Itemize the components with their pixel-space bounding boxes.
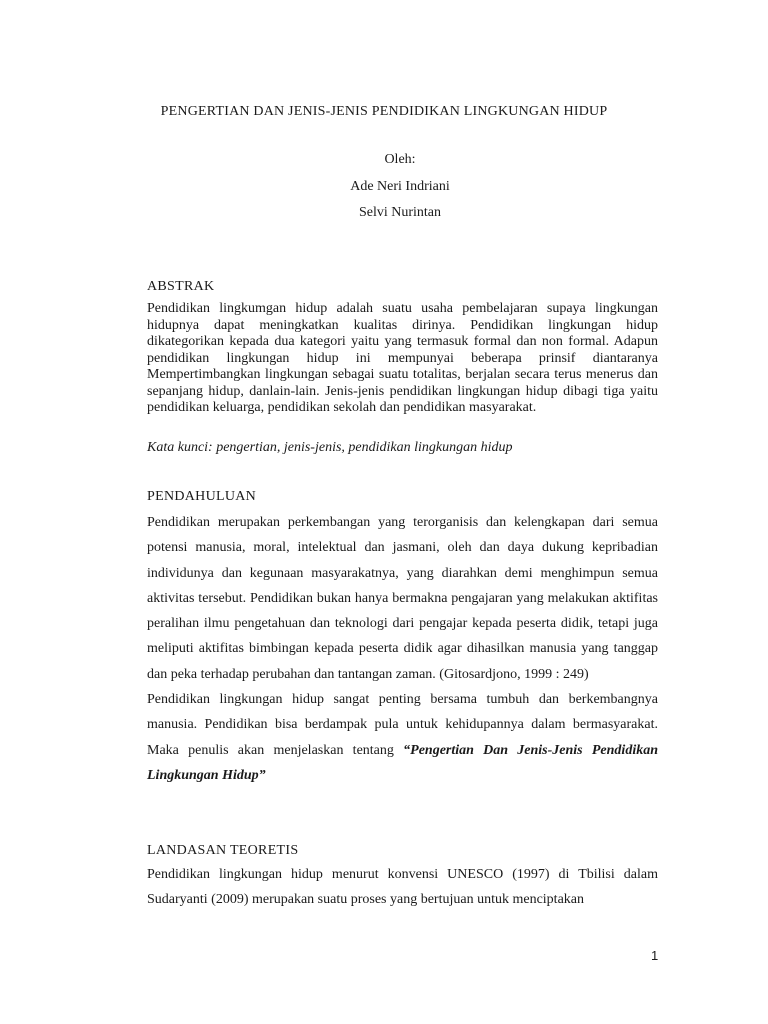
theory-paragraph: Pendidikan lingkungan hidup menurut konvensi UNESCO (1997) di Tbilisi dalam Sudaryanti (2009) merupakan suatu proses yang bertujuan untuk menciptakan [147, 867, 658, 908]
byline-label: Oleh: [384, 152, 416, 167]
author-name: Selvi Nurintan [358, 205, 442, 220]
introduction-body [147, 510, 658, 788]
theory-heading: LANDASAN TEORETIS [147, 843, 299, 858]
introduction-paragraph: Pendidikan merupakan perkembangan yang terorganisis dan kelengkapan dari semua potensi manusia, moral, intelektual dan jasmani, oleh dan daya dukung kepribadian individunya dan kegunaan masyarakatnya, yang diarahkan demi menghimpun semua aktivitas tersebut. Pendidikan bukan hanya bermakna pengajaran yang melakukan aktifitas peralihan ilmu pengetahuan dan teknologi dari pengajar kepada peserta didik, tetapi juga meliputi aktifitas bimbingan kepada peserta didik agar dihasilkan manusia yang tanggap dan peka terhadap perubahan dan tantangan zaman. (Gitosardjono, 1999 : 249) [147, 515, 658, 682]
abstract-keywords: Kata kunci: pengertian, jenis-jenis, pendidikan lingkungan hidup [147, 440, 513, 455]
introduction-paragraph-emphasis: “Pengertian Dan Jenis-Jenis Pendidikan Lingkungan Hidup” [147, 742, 658, 783]
page-number: 1 [651, 948, 659, 963]
abstract-heading: ABSTRAK [147, 279, 215, 294]
introduction-paragraph-text: Pendidikan lingkungan hidup sangat penting bersama tumbuh dan berkembangnya manusia. Pendidikan bisa berdampak pula untuk kehidupannya dalam bermasyarakat. Maka penulis akan menjelaskan tentang [147, 692, 658, 758]
introduction-heading: PENDAHULUAN [147, 489, 257, 504]
abstract-body: Pendidikan lingkumgan hidup adalah suatu usaha pembelajaran supaya lingkungan hidupnya dapat meningkatkan kualitas dirinya. Pendidikan lingkungan hidup dikategorikan kepada dua kategori yaitu yang termasuk formal dan non formal. Adapun pendidikan lingkungan hidup ini mempunyai beberapa prinsif diantaranya Mempertimbangkan lingkungan sebagai suatu totalitas, berjalan secara terus menerus dan sepanjang hidup, danlain-lain. Jenis-jenis pendidikan lingkungan hidup dibagi tiga yaitu pendidikan keluarga, pendidikan sekolah dan pendidikan masyarakat. [147, 301, 658, 415]
document-title: PENGERTIAN DAN JENIS-JENIS PENDIDIKAN LINGKUNGAN HIDUP [160, 104, 608, 119]
theory-body [147, 862, 658, 913]
introduction-paragraph [147, 687, 658, 788]
author-name: Ade Neri Indriani [350, 179, 450, 194]
